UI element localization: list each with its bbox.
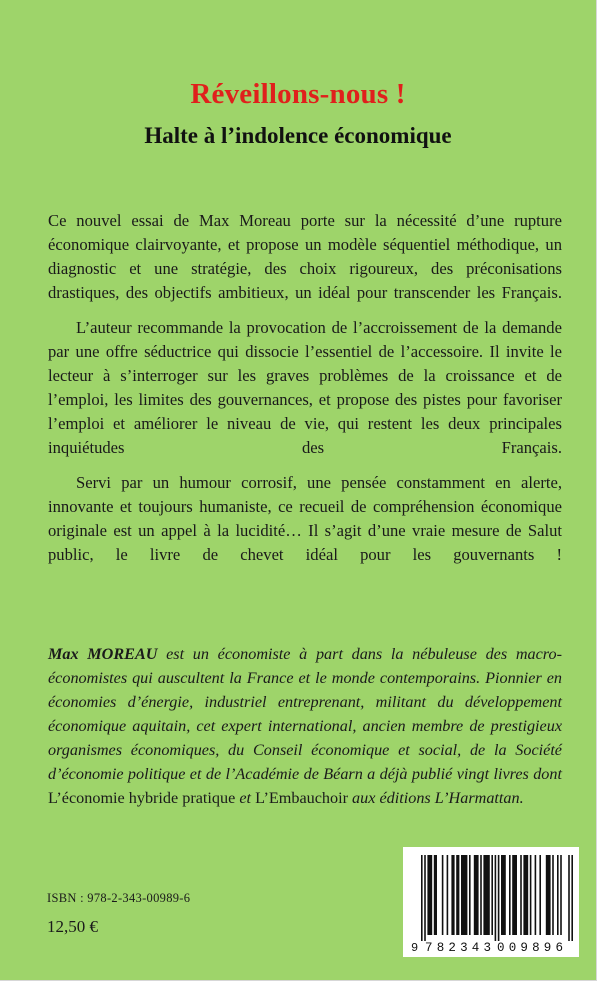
blurb-paragraph-1: Ce nouvel essai de Max Moreau porte sur la nécessité d’une rupture économique clairvoyante, et propose un modèle séquentiel méthodique, un diagnostic et une stratégie, des choix rigoureux, des préconisations drastiques, des objectifs ambitieux, un idéal pour transcender les Français. bbox=[48, 211, 563, 302]
barcode-bar bbox=[480, 855, 482, 935]
barcode-guard-bar bbox=[571, 855, 573, 941]
author-bio: Max MOREAU est un économiste à part dans la nébuleuse des macro-économistes qui auscultent la France et le monde contemporains. Pionnier en économies d’énergie, industriel entreprenant, militant du développement économique aquitain, cet expert international, ancien membre de prestigieux organismes économiques, du Conseil économique et social, de la Société d’économie politique et de l’Académie de Béarn a déjà publié vingt livres dont L’économie hybride pratique et L’Embauchoir aux éditions L’Harmattan. bbox=[48, 645, 562, 807]
barcode-bar bbox=[442, 855, 444, 935]
barcode-bar bbox=[501, 855, 506, 935]
barcode-bar bbox=[483, 855, 489, 935]
book-reference-2: L’Embauchoir bbox=[255, 789, 348, 807]
barcode-graphic bbox=[403, 847, 579, 957]
barcode-guard-bar bbox=[424, 855, 426, 941]
barcode-bar bbox=[509, 855, 511, 935]
blurb bbox=[48, 209, 562, 567]
barcode-bar bbox=[427, 855, 432, 935]
barcode-bar bbox=[539, 855, 541, 935]
barcode-bar bbox=[491, 855, 493, 935]
barcode-bar bbox=[523, 855, 528, 935]
barcode-bar bbox=[451, 855, 454, 935]
author-name: Max MOREAU bbox=[48, 645, 158, 663]
barcode-bar bbox=[447, 855, 449, 935]
barcode-bar bbox=[469, 855, 471, 935]
isbn: ISBN : 978-2-343-00989-6 bbox=[47, 891, 191, 905]
barcode-bar bbox=[560, 855, 562, 935]
barcode-bar bbox=[557, 855, 559, 935]
blurb-paragraph-3: Servi par un humour corrosif, une pensée constamment en alerte, innovante et toujours humaniste, ce recueil de compréhension économique originale est un appel à la lucidité… Il s’agit d’une vraie mesure de Salut public, le livre de chevet idéal pour les gouvernants ! bbox=[48, 473, 562, 564]
barcode-bar bbox=[434, 855, 437, 935]
barcode-guard-bar bbox=[495, 855, 497, 941]
barcode-bar bbox=[461, 855, 467, 935]
barcode-bar bbox=[520, 855, 522, 935]
barcode-guard-bar bbox=[568, 855, 570, 941]
barcode-bar bbox=[552, 855, 554, 935]
barcode-bar bbox=[474, 855, 479, 935]
barcode-bar bbox=[456, 855, 459, 935]
barcode-digit-group-2: 782343 bbox=[425, 941, 491, 955]
barcode-bar bbox=[546, 855, 551, 935]
barcode-bar bbox=[530, 855, 532, 935]
barcode bbox=[403, 847, 579, 957]
barcode-guard-bar bbox=[421, 855, 423, 941]
book-title: Réveillons-nous ! bbox=[190, 78, 406, 110]
barcode-digit-group-1: 9 bbox=[411, 941, 419, 955]
price: 12,50 € bbox=[47, 917, 98, 936]
barcode-bar bbox=[512, 855, 517, 935]
book-subtitle: Halte à l’indolence économique bbox=[144, 123, 452, 148]
blurb-paragraph-2: L’auteur recommande la provocation de l’accroissement de la demande par une offre séductrice qui dissocie l’essentiel de l’accessoire. Il invite le lecteur à s’interroger sur les graves problèmes de la croissance et de l’emploi, les limites des gouvernances, et propose des pistes pour favoriser l’emploi et améliorer le niveau de vie, qui restent les deux principales inquiétudes des Français. bbox=[48, 318, 563, 457]
book-reference-1: L’économie hybride pratique bbox=[48, 789, 236, 807]
barcode-guard-bar bbox=[498, 855, 500, 941]
barcode-bar bbox=[535, 855, 537, 935]
barcode-digit-group-3: 009896 bbox=[497, 941, 563, 955]
